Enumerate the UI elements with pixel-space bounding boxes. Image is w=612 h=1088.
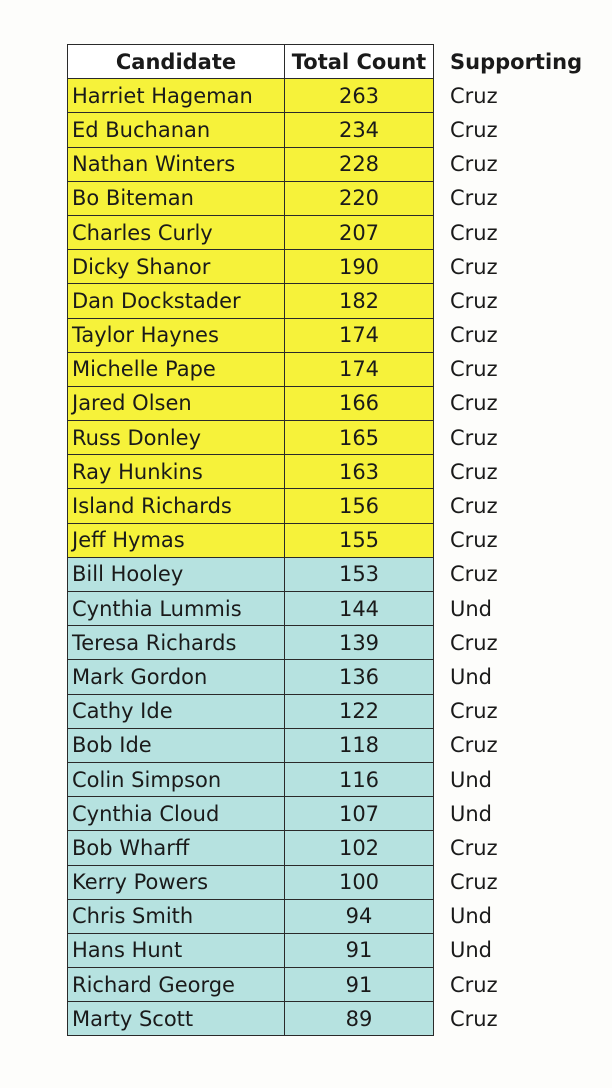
supporting-cell: Cruz <box>450 288 498 313</box>
table-row <box>68 284 601 318</box>
total-count-cell: 91 <box>285 968 434 1002</box>
table-row <box>68 968 601 1002</box>
candidate-cell: Hans Hunt <box>68 933 285 967</box>
table-row <box>68 557 601 591</box>
total-count-cell: 174 <box>285 352 434 386</box>
supporting-cell: Cruz <box>450 425 498 450</box>
total-count-cell: 116 <box>285 762 434 796</box>
candidate-cell: Jared Olsen <box>68 386 285 420</box>
table-row <box>68 523 601 557</box>
table-row <box>68 626 601 660</box>
supporting-cell: Cruz <box>450 459 498 484</box>
total-count-cell: 190 <box>285 250 434 284</box>
candidate-cell: Ray Hunkins <box>68 455 285 489</box>
supporting-cell: Cruz <box>450 357 498 382</box>
candidate-cell: Richard George <box>68 968 285 1002</box>
candidate-cell: Russ Donley <box>68 421 285 455</box>
header-row <box>68 45 601 79</box>
candidate-cell: Bill Hooley <box>68 557 285 591</box>
total-count-cell: 165 <box>285 421 434 455</box>
total-count-cell: 153 <box>285 557 434 591</box>
total-count-cell: 89 <box>285 1002 434 1036</box>
table-row <box>68 899 601 933</box>
supporting-cell: Cruz <box>450 391 498 416</box>
total-count-cell: 182 <box>285 284 434 318</box>
supporting-cell: Cruz <box>450 528 498 553</box>
candidate-cell: Taylor Haynes <box>68 318 285 352</box>
total-count-cell: 156 <box>285 489 434 523</box>
candidate-cell: Mark Gordon <box>68 660 285 694</box>
supporting-cell: Cruz <box>450 630 498 655</box>
supporting-cell: Und <box>450 596 493 621</box>
table-row <box>68 147 601 181</box>
table-row <box>68 592 601 626</box>
table-row <box>68 660 601 694</box>
candidate-cell: Michelle Pape <box>68 352 285 386</box>
total-count-cell: 207 <box>285 215 434 249</box>
total-count-cell: 107 <box>285 797 434 831</box>
total-count-cell: 122 <box>285 694 434 728</box>
total-count-cell: 220 <box>285 181 434 215</box>
supporting-cell: Und <box>450 801 493 826</box>
table-body <box>68 45 601 1036</box>
table-row <box>68 352 601 386</box>
candidate-cell: Bob Wharff <box>68 831 285 865</box>
table-row <box>68 455 601 489</box>
total-count-cell: 118 <box>285 728 434 762</box>
supporting-cell: Cruz <box>450 323 498 348</box>
total-count-cell: 155 <box>285 523 434 557</box>
candidate-cell: Ed Buchanan <box>68 113 285 147</box>
table-row <box>68 79 601 113</box>
supporting-cell: Cruz <box>450 254 498 279</box>
table-row <box>68 831 601 865</box>
total-count-cell: 100 <box>285 865 434 899</box>
total-count-cell: 163 <box>285 455 434 489</box>
total-count-cell: 144 <box>285 592 434 626</box>
total-count-cell: 234 <box>285 113 434 147</box>
candidate-cell: Dicky Shanor <box>68 250 285 284</box>
candidate-cell: Cynthia Lummis <box>68 592 285 626</box>
table-row <box>68 762 601 796</box>
total-count-cell: 166 <box>285 386 434 420</box>
candidate-cell: Charles Curly <box>68 215 285 249</box>
candidate-cell: Bo Biteman <box>68 181 285 215</box>
table-row <box>68 865 601 899</box>
table-row <box>68 728 601 762</box>
table-row <box>68 694 601 728</box>
table-row <box>68 113 601 147</box>
supporting-cell: Cruz <box>450 494 498 519</box>
supporting-cell: Cruz <box>450 733 498 758</box>
supporting-cell: Cruz <box>450 186 498 211</box>
table-row <box>68 250 601 284</box>
supporting-cell: Cruz <box>450 1006 498 1031</box>
candidate-cell: Marty Scott <box>68 1002 285 1036</box>
supporting-cell: Cruz <box>450 870 498 895</box>
table-row <box>68 215 601 249</box>
candidate-cell: Teresa Richards <box>68 626 285 660</box>
table-row <box>68 181 601 215</box>
total-count-cell: 174 <box>285 318 434 352</box>
table-row <box>68 489 601 523</box>
candidate-cell: Bob Ide <box>68 728 285 762</box>
total-count-cell: 94 <box>285 899 434 933</box>
total-count-cell: 228 <box>285 147 434 181</box>
candidate-cell: Cynthia Cloud <box>68 797 285 831</box>
supporting-cell: Cruz <box>450 83 498 108</box>
supporting-cell: Cruz <box>450 562 498 587</box>
supporting-cell: Und <box>450 904 493 929</box>
table-row <box>68 797 601 831</box>
supporting-cell: Und <box>450 938 493 963</box>
table-row <box>68 1002 601 1036</box>
candidate-cell: Dan Dockstader <box>68 284 285 318</box>
table-row <box>68 421 601 455</box>
supporting-cell: Cruz <box>450 972 498 997</box>
table-row <box>68 318 601 352</box>
header-candidate: Candidate <box>68 45 285 79</box>
supporting-cell: Cruz <box>450 152 498 177</box>
supporting-cell: Und <box>450 664 493 689</box>
supporting-cell: Und <box>450 767 493 792</box>
total-count-cell: 263 <box>285 79 434 113</box>
candidate-cell: Harriet Hageman <box>68 79 285 113</box>
total-count-cell: 102 <box>285 831 434 865</box>
total-count-cell: 91 <box>285 933 434 967</box>
candidate-cell: Cathy Ide <box>68 694 285 728</box>
candidate-table <box>67 44 601 1036</box>
candidate-cell: Chris Smith <box>68 899 285 933</box>
supporting-cell: Cruz <box>450 835 498 860</box>
candidate-cell: Colin Simpson <box>68 762 285 796</box>
candidate-cell: Kerry Powers <box>68 865 285 899</box>
supporting-cell: Cruz <box>450 220 498 245</box>
header-total-count: Total Count <box>285 45 434 79</box>
supporting-cell: Cruz <box>450 117 498 142</box>
table-row <box>68 386 601 420</box>
header-supporting: Supporting <box>450 49 583 74</box>
total-count-cell: 139 <box>285 626 434 660</box>
total-count-cell: 136 <box>285 660 434 694</box>
supporting-cell: Cruz <box>450 699 498 724</box>
table-row <box>68 933 601 967</box>
candidate-cell: Nathan Winters <box>68 147 285 181</box>
candidate-cell: Jeff Hymas <box>68 523 285 557</box>
candidate-cell: Island Richards <box>68 489 285 523</box>
